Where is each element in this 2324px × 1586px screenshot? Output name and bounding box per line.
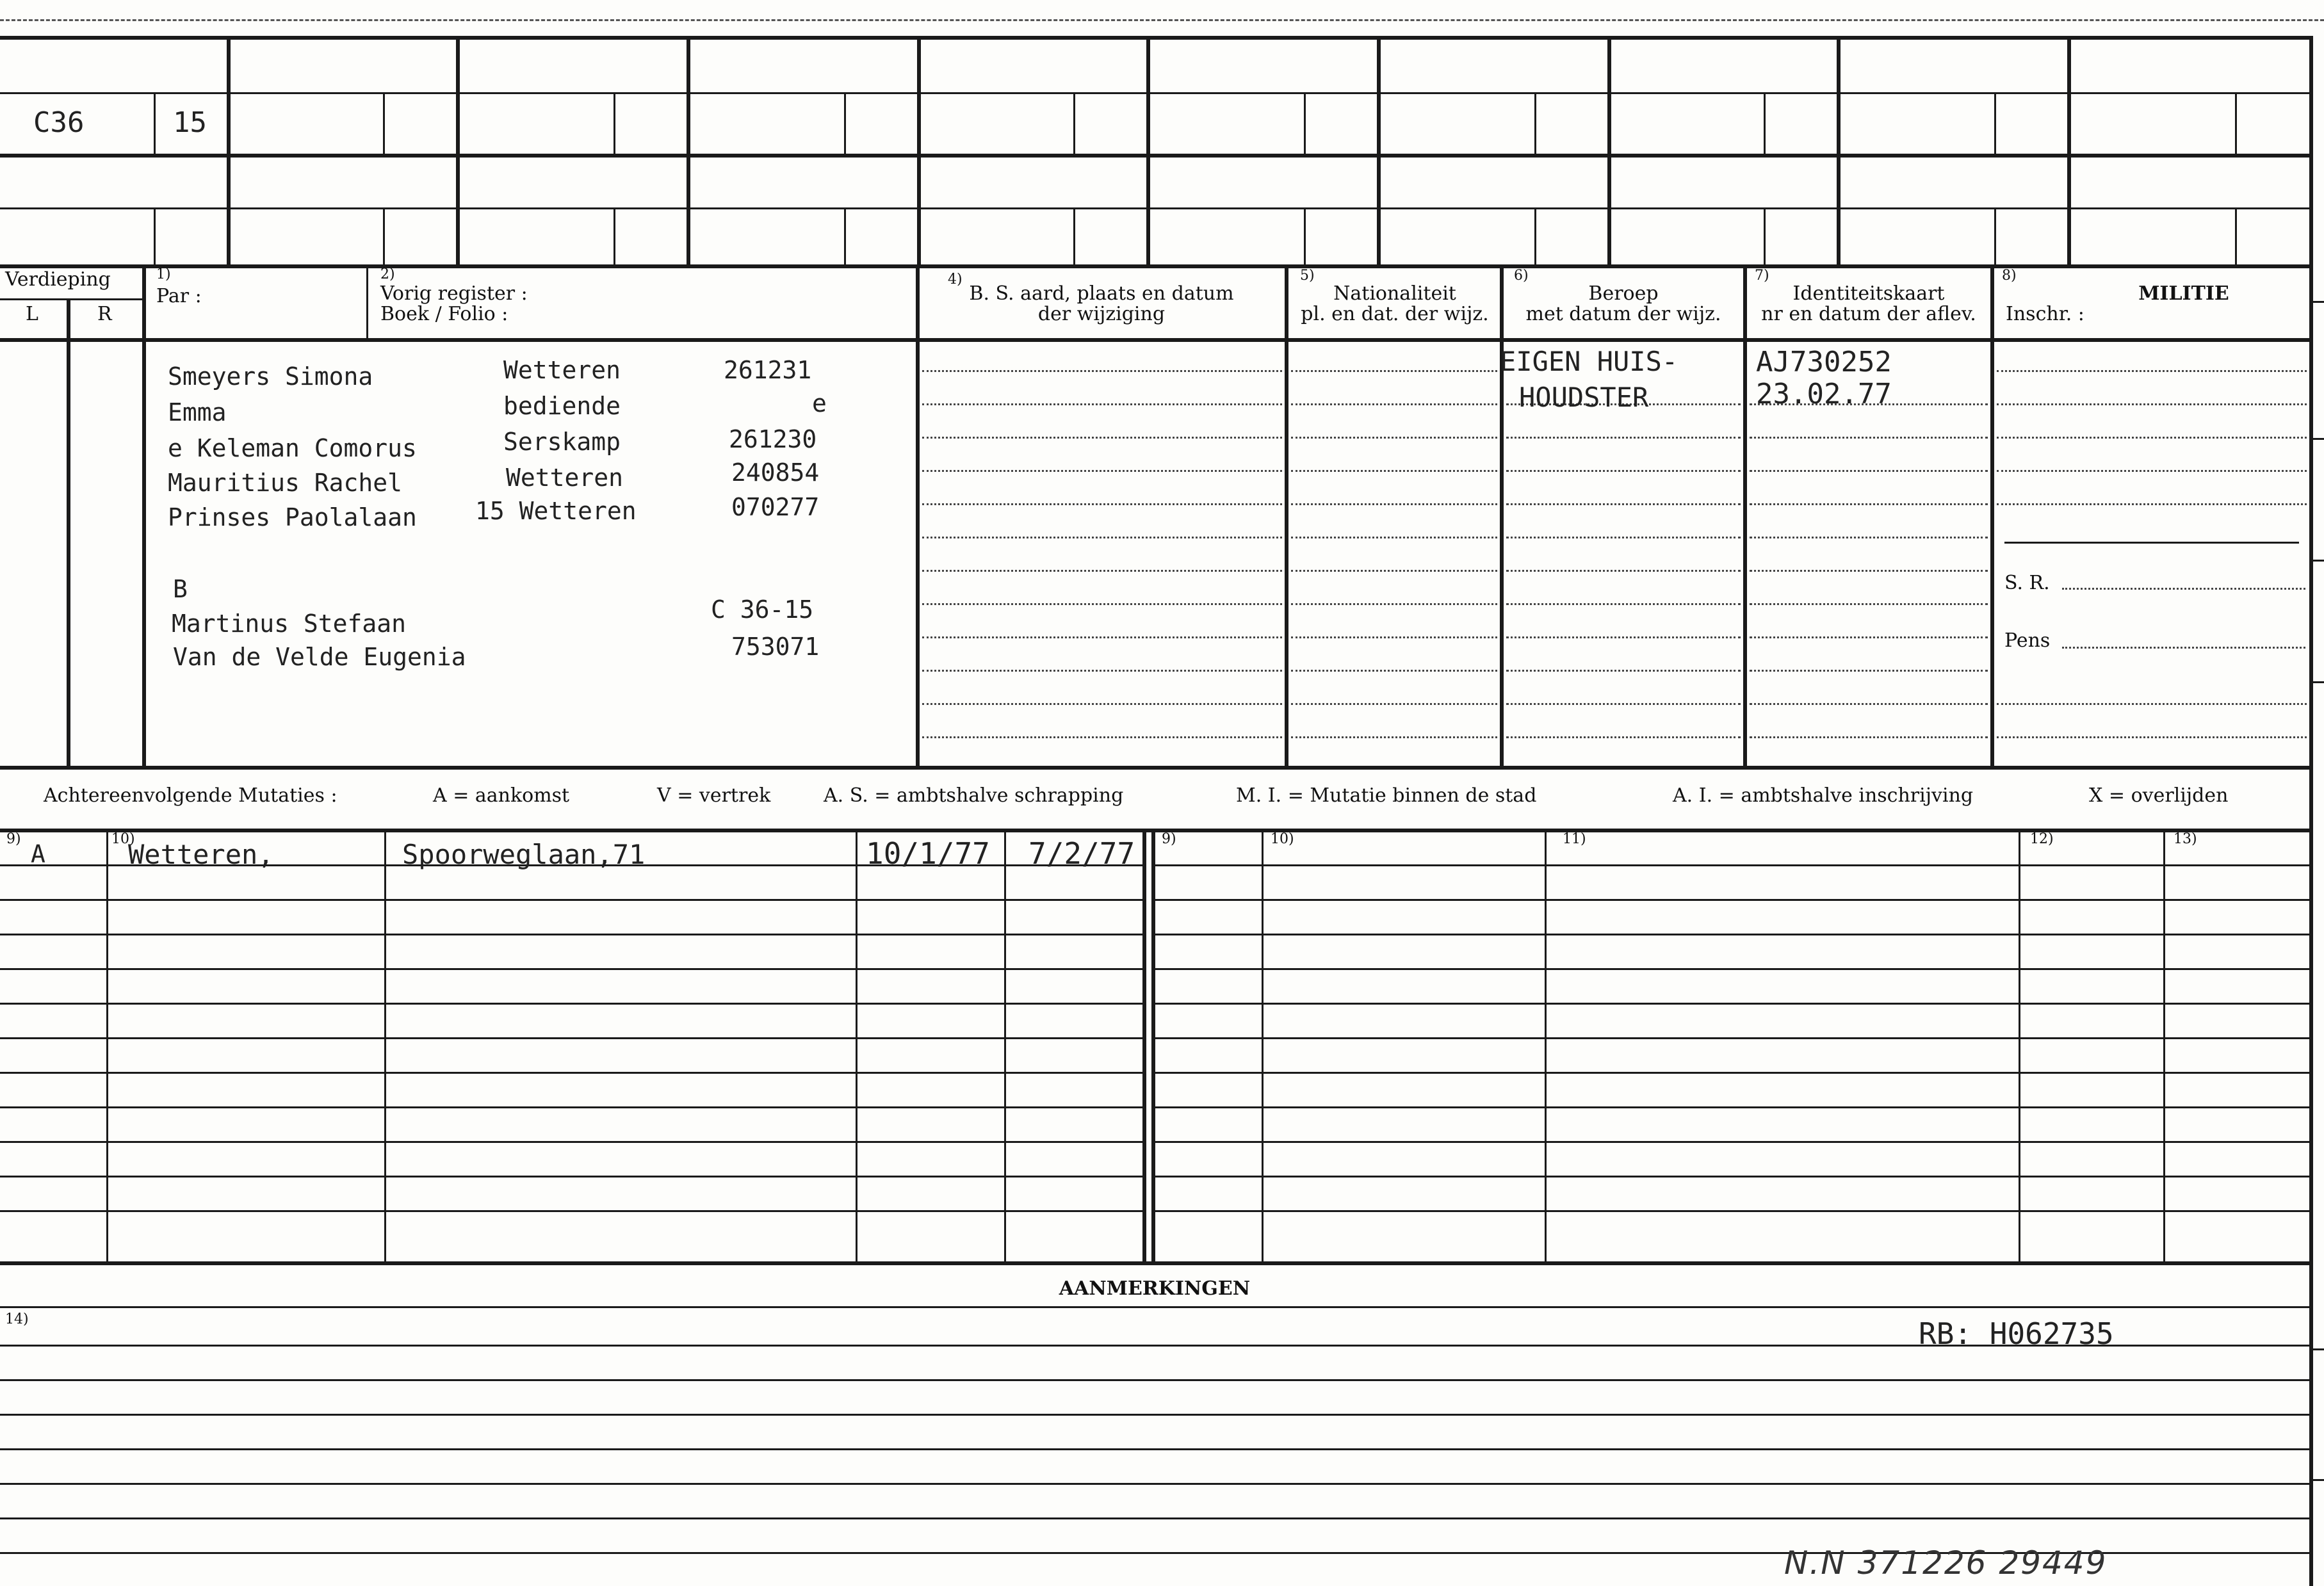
inschr-label: Inschr. : xyxy=(2006,303,2084,325)
mutation-row-line xyxy=(1155,934,2309,935)
mutation-row-line xyxy=(1155,1106,2309,1108)
mutation-col-divider xyxy=(1004,829,1006,1261)
person-info-1: Wetteren xyxy=(503,356,621,384)
mutation-row-line xyxy=(1155,968,2309,970)
top-grid-divider xyxy=(687,36,690,266)
vorig-register-label: Vorig register : xyxy=(380,282,528,305)
mutation-row-line xyxy=(1155,1003,2309,1005)
top-grid-divider xyxy=(2067,36,2071,266)
top-grid-subdivider xyxy=(1994,92,1996,154)
dotted-line xyxy=(922,703,1282,705)
dotted-line xyxy=(1750,570,1988,572)
top-grid-line xyxy=(0,154,2312,158)
col8-number: 8) xyxy=(2002,268,2017,284)
mutation-col-divider xyxy=(106,829,108,1261)
dotted-line xyxy=(1997,703,2307,705)
person-code-3: 261230 xyxy=(729,425,817,453)
beroep-line-2: HOUDSTER xyxy=(1519,382,1649,413)
remarks-top-line xyxy=(0,1306,2309,1308)
right-label: R xyxy=(97,303,112,325)
remarks-line xyxy=(0,1483,2309,1485)
mutation-row-line xyxy=(1155,899,2309,901)
person-code-5: 070277 xyxy=(731,493,820,521)
dotted-line xyxy=(922,437,1282,439)
dotted-line xyxy=(1291,470,1497,472)
header-bottom-line xyxy=(0,338,2312,342)
mutation-col12b-number: 12) xyxy=(2030,831,2054,847)
dotted-line xyxy=(922,670,1282,672)
block-code: C36 xyxy=(33,106,85,139)
top-grid-subdivider xyxy=(2235,92,2237,154)
column-divider xyxy=(1743,266,1747,767)
top-grid-divider xyxy=(227,36,231,266)
mutation-middle-divider xyxy=(1142,829,1146,1261)
mutations-top-line xyxy=(0,829,2312,832)
dotted-line xyxy=(1997,403,2307,405)
dotted-line xyxy=(1291,370,1497,372)
person-info-5: 15 Wetteren xyxy=(475,497,637,525)
column-divider xyxy=(916,266,920,767)
verdieping-divider xyxy=(0,298,144,300)
top-grid-divider xyxy=(456,36,460,266)
mutation-col13b-number: 13) xyxy=(2174,831,2197,847)
mutation-row-line xyxy=(1155,1176,2309,1177)
dotted-line xyxy=(922,570,1282,572)
pens-dotted-line xyxy=(2062,647,2305,649)
person-name-2: Emma xyxy=(168,398,227,426)
beroep-label: Beroep xyxy=(1588,282,1659,305)
dotted-line xyxy=(922,537,1282,538)
edge-tick xyxy=(2309,301,2324,303)
mutation-col10-number: 10) xyxy=(111,831,135,847)
mutation-middle-divider xyxy=(1151,829,1155,1261)
top-edge-line xyxy=(0,19,2324,21)
dotted-line xyxy=(1291,403,1497,405)
top-grid-subdivider xyxy=(383,92,385,154)
block-number: 15 xyxy=(173,106,207,139)
lr-divider xyxy=(67,298,70,767)
mutation-row-line xyxy=(0,934,1144,935)
dotted-line xyxy=(922,470,1282,472)
edge-tick xyxy=(2309,438,2324,440)
remarks-line xyxy=(0,1414,2309,1416)
dotted-line xyxy=(1506,470,1741,472)
dotted-line xyxy=(1506,437,1741,439)
column-divider xyxy=(1500,266,1504,767)
verdieping-label: Verdieping xyxy=(5,268,111,291)
edge-tick xyxy=(2309,681,2324,683)
person-name-1: Smeyers Simona xyxy=(168,362,373,391)
mutation-row-line xyxy=(0,1037,1144,1039)
mutation-row-line xyxy=(0,1106,1144,1108)
identiteitskaart-date: 23.02.77 xyxy=(1756,378,1892,410)
dotted-line xyxy=(1750,603,1988,605)
national-number: N.N 371226 29449 xyxy=(1784,1544,2108,1582)
top-grid-subdivider xyxy=(1534,92,1536,154)
mutation-type: A xyxy=(31,840,45,868)
mutation-row-line xyxy=(0,1003,1144,1005)
dotted-line xyxy=(1506,636,1741,638)
top-grid-divider xyxy=(1607,36,1611,266)
col7-number: 7) xyxy=(1755,268,1769,284)
top-grid-line xyxy=(0,207,2312,209)
column-divider xyxy=(366,266,368,339)
person-b-code-2: 753071 xyxy=(731,633,820,661)
column-divider xyxy=(1990,266,1994,767)
top-grid-subdivider xyxy=(1304,207,1306,265)
dotted-line xyxy=(1750,636,1988,638)
dotted-line xyxy=(1997,736,2307,738)
dotted-line xyxy=(1750,703,1988,705)
mutation-row-line xyxy=(0,1176,1144,1177)
person-code-4: 240854 xyxy=(731,458,820,487)
person-info-3: Serskamp xyxy=(503,428,621,456)
mutation-row-line xyxy=(0,968,1144,970)
top-grid-line xyxy=(0,264,2312,268)
person-info-2: bediende xyxy=(503,392,621,420)
mutation-row-line xyxy=(0,899,1144,901)
legend-title: Achtereenvolgende Mutaties : xyxy=(44,784,337,807)
mutation-row-line xyxy=(1155,1141,2309,1143)
mutation-row-line xyxy=(0,1141,1144,1143)
dotted-line xyxy=(1750,736,1988,738)
col6-number: 6) xyxy=(1514,268,1529,284)
left-label: L xyxy=(26,303,38,325)
sr-label: S. R. xyxy=(2004,572,2050,594)
dotted-line xyxy=(1750,503,1988,505)
militie-label: MILITIE xyxy=(2138,282,2229,305)
mutation-row-line xyxy=(1155,1210,2309,1212)
person-name-4: Mauritius Rachel xyxy=(168,469,403,497)
top-grid-divider xyxy=(1146,36,1150,266)
mutation-col9b-number: 9) xyxy=(1162,831,1176,847)
person-name-5: Prinses Paolalaan xyxy=(168,503,417,531)
dotted-line xyxy=(922,503,1282,505)
top-grid-subdivider xyxy=(1304,92,1306,154)
nationaliteit-sublabel: pl. en dat. der wijz. xyxy=(1301,303,1489,325)
legend-ambtshalve-schrapping: A. S. = ambtshalve schrapping xyxy=(824,784,1124,807)
identiteitskaart-sublabel: nr en datum der aflev. xyxy=(1761,303,1976,325)
top-grid-subdivider xyxy=(844,207,846,265)
mutation-col10b-number: 10) xyxy=(1271,831,1294,847)
dotted-line xyxy=(1291,670,1497,672)
mutation-date-registration: 7/2/77 xyxy=(1028,836,1135,871)
mutation-col-divider xyxy=(856,829,857,1261)
person-b-letter: B xyxy=(173,575,188,603)
person-code-1: 261231 xyxy=(724,356,812,384)
edge-tick xyxy=(2309,560,2324,562)
legend-vertrek: V = vertrek xyxy=(657,784,771,807)
mutation-address: Spoorweglaan,71 xyxy=(402,839,646,870)
mutation-row-line xyxy=(0,1072,1144,1074)
top-grid-subdivider xyxy=(154,92,156,154)
legend-aankomst: A = aankomst xyxy=(433,784,570,807)
dotted-line xyxy=(1291,570,1497,572)
dotted-line xyxy=(1291,503,1497,505)
dotted-line xyxy=(1506,703,1741,705)
sr-dotted-line xyxy=(2062,588,2305,590)
dotted-line xyxy=(922,603,1282,605)
boek-folio-label: Boek / Folio : xyxy=(380,303,508,325)
militie-separator xyxy=(2004,542,2299,544)
dotted-line xyxy=(1506,570,1741,572)
edge-tick xyxy=(2309,1348,2324,1350)
person-b-name-2: Van de Velde Eugenia xyxy=(173,643,466,671)
identiteitskaart-number: AJ730252 xyxy=(1756,346,1892,378)
mutation-col11b-number: 11) xyxy=(1563,831,1586,847)
top-grid-subdivider xyxy=(154,207,156,265)
remarks-number: 14) xyxy=(5,1311,29,1327)
bs-label-1: B. S. aard, plaats en datum xyxy=(969,282,1234,305)
dotted-line xyxy=(922,370,1282,372)
dotted-line xyxy=(922,403,1282,405)
beroep-sublabel: met datum der wijz. xyxy=(1525,303,1721,325)
legend-overlijden: X = overlijden xyxy=(2089,784,2229,807)
top-grid-subdivider xyxy=(2235,207,2237,265)
mutation-col-divider xyxy=(1262,829,1264,1261)
mutation-col-divider xyxy=(2163,829,2165,1261)
person-info-4: Wetteren xyxy=(506,464,624,492)
mutation-row-line xyxy=(1155,1037,2309,1039)
column-divider xyxy=(142,266,146,767)
pens-label: Pens xyxy=(2004,629,2051,652)
top-grid-subdivider xyxy=(1994,207,1996,265)
top-grid-subdivider xyxy=(1764,207,1766,265)
beroep-line-1: EIGEN HUIS- xyxy=(1500,346,1678,377)
mutations-bottom-line xyxy=(0,1261,2312,1265)
dotted-line xyxy=(1997,370,2307,372)
top-grid-subdivider xyxy=(844,92,846,154)
dotted-line xyxy=(1506,736,1741,738)
legend-mutatie-binnen-stad: M. I. = Mutatie binnen de stad xyxy=(1236,784,1537,807)
dotted-line xyxy=(1997,503,2307,505)
dotted-line xyxy=(922,736,1282,738)
nationaliteit-label: Nationaliteit xyxy=(1333,282,1456,305)
bs-label-2: der wijziging xyxy=(1037,303,1166,325)
top-grid-line xyxy=(0,36,2312,40)
dotted-line xyxy=(1506,670,1741,672)
top-grid-subdivider xyxy=(1534,207,1536,265)
body-bottom-line xyxy=(0,766,2312,770)
mutation-col-divider xyxy=(384,829,386,1261)
dotted-line xyxy=(1750,437,1988,439)
person-b-code-1: C 36-15 xyxy=(711,595,814,624)
top-grid-subdivider xyxy=(1073,92,1075,154)
person-code-2: e xyxy=(812,389,827,417)
dotted-line xyxy=(1291,437,1497,439)
dotted-line xyxy=(1291,703,1497,705)
top-grid-divider xyxy=(1837,36,1841,266)
dotted-line xyxy=(1506,603,1741,605)
top-grid-divider xyxy=(917,36,921,266)
mutation-col9-number: 9) xyxy=(6,831,21,847)
dotted-line xyxy=(1291,736,1497,738)
mutation-col-divider xyxy=(2019,829,2020,1261)
top-grid-subdivider xyxy=(614,207,615,265)
mutation-col-divider xyxy=(1545,829,1547,1261)
dotted-line xyxy=(1750,470,1988,472)
mutation-row-line xyxy=(1155,864,2309,866)
dotted-line xyxy=(922,636,1282,638)
right-border xyxy=(2309,36,2313,1586)
top-grid-subdivider xyxy=(614,92,615,154)
col4-number: 4) xyxy=(948,271,963,287)
dotted-line xyxy=(1750,537,1988,538)
person-b-name-1: Martinus Stefaan xyxy=(172,610,407,638)
mutation-date-arrival: 10/1/77 xyxy=(866,836,990,871)
column-divider xyxy=(1285,266,1288,767)
col1-number: 1) xyxy=(156,266,171,282)
top-grid-subdivider xyxy=(1073,207,1075,265)
dotted-line xyxy=(1750,670,1988,672)
remarks-line xyxy=(0,1517,2309,1519)
edge-tick xyxy=(2309,1479,2324,1481)
remarks-line xyxy=(0,1448,2309,1450)
mutation-row-line xyxy=(1155,1072,2309,1074)
col5-number: 5) xyxy=(1300,268,1315,284)
dotted-line xyxy=(1997,470,2307,472)
dotted-line xyxy=(1997,437,2307,439)
top-grid-line xyxy=(0,92,2312,94)
mutation-place: Wetteren, xyxy=(128,839,274,870)
identiteitskaart-label: Identiteitskaart xyxy=(1792,282,1945,305)
remarks-line xyxy=(0,1379,2309,1381)
remarks-title: AANMERKINGEN xyxy=(1059,1277,1251,1300)
dotted-line xyxy=(1506,503,1741,505)
dotted-line xyxy=(1506,537,1741,538)
top-grid-subdivider xyxy=(1764,92,1766,154)
par-label: Par : xyxy=(156,285,202,307)
rb-number: RB: H062735 xyxy=(1919,1316,2114,1351)
dotted-line xyxy=(1291,603,1497,605)
col2-number: 2) xyxy=(380,266,395,282)
mutation-row-line xyxy=(0,1210,1144,1212)
legend-ambtshalve-inschrijving: A. I. = ambtshalve inschrijving xyxy=(1673,784,1974,807)
dotted-line xyxy=(1291,537,1497,538)
top-grid-subdivider xyxy=(383,207,385,265)
dotted-line xyxy=(1291,636,1497,638)
person-name-3: e Keleman Comorus xyxy=(168,434,417,462)
top-grid-divider xyxy=(1377,36,1381,266)
